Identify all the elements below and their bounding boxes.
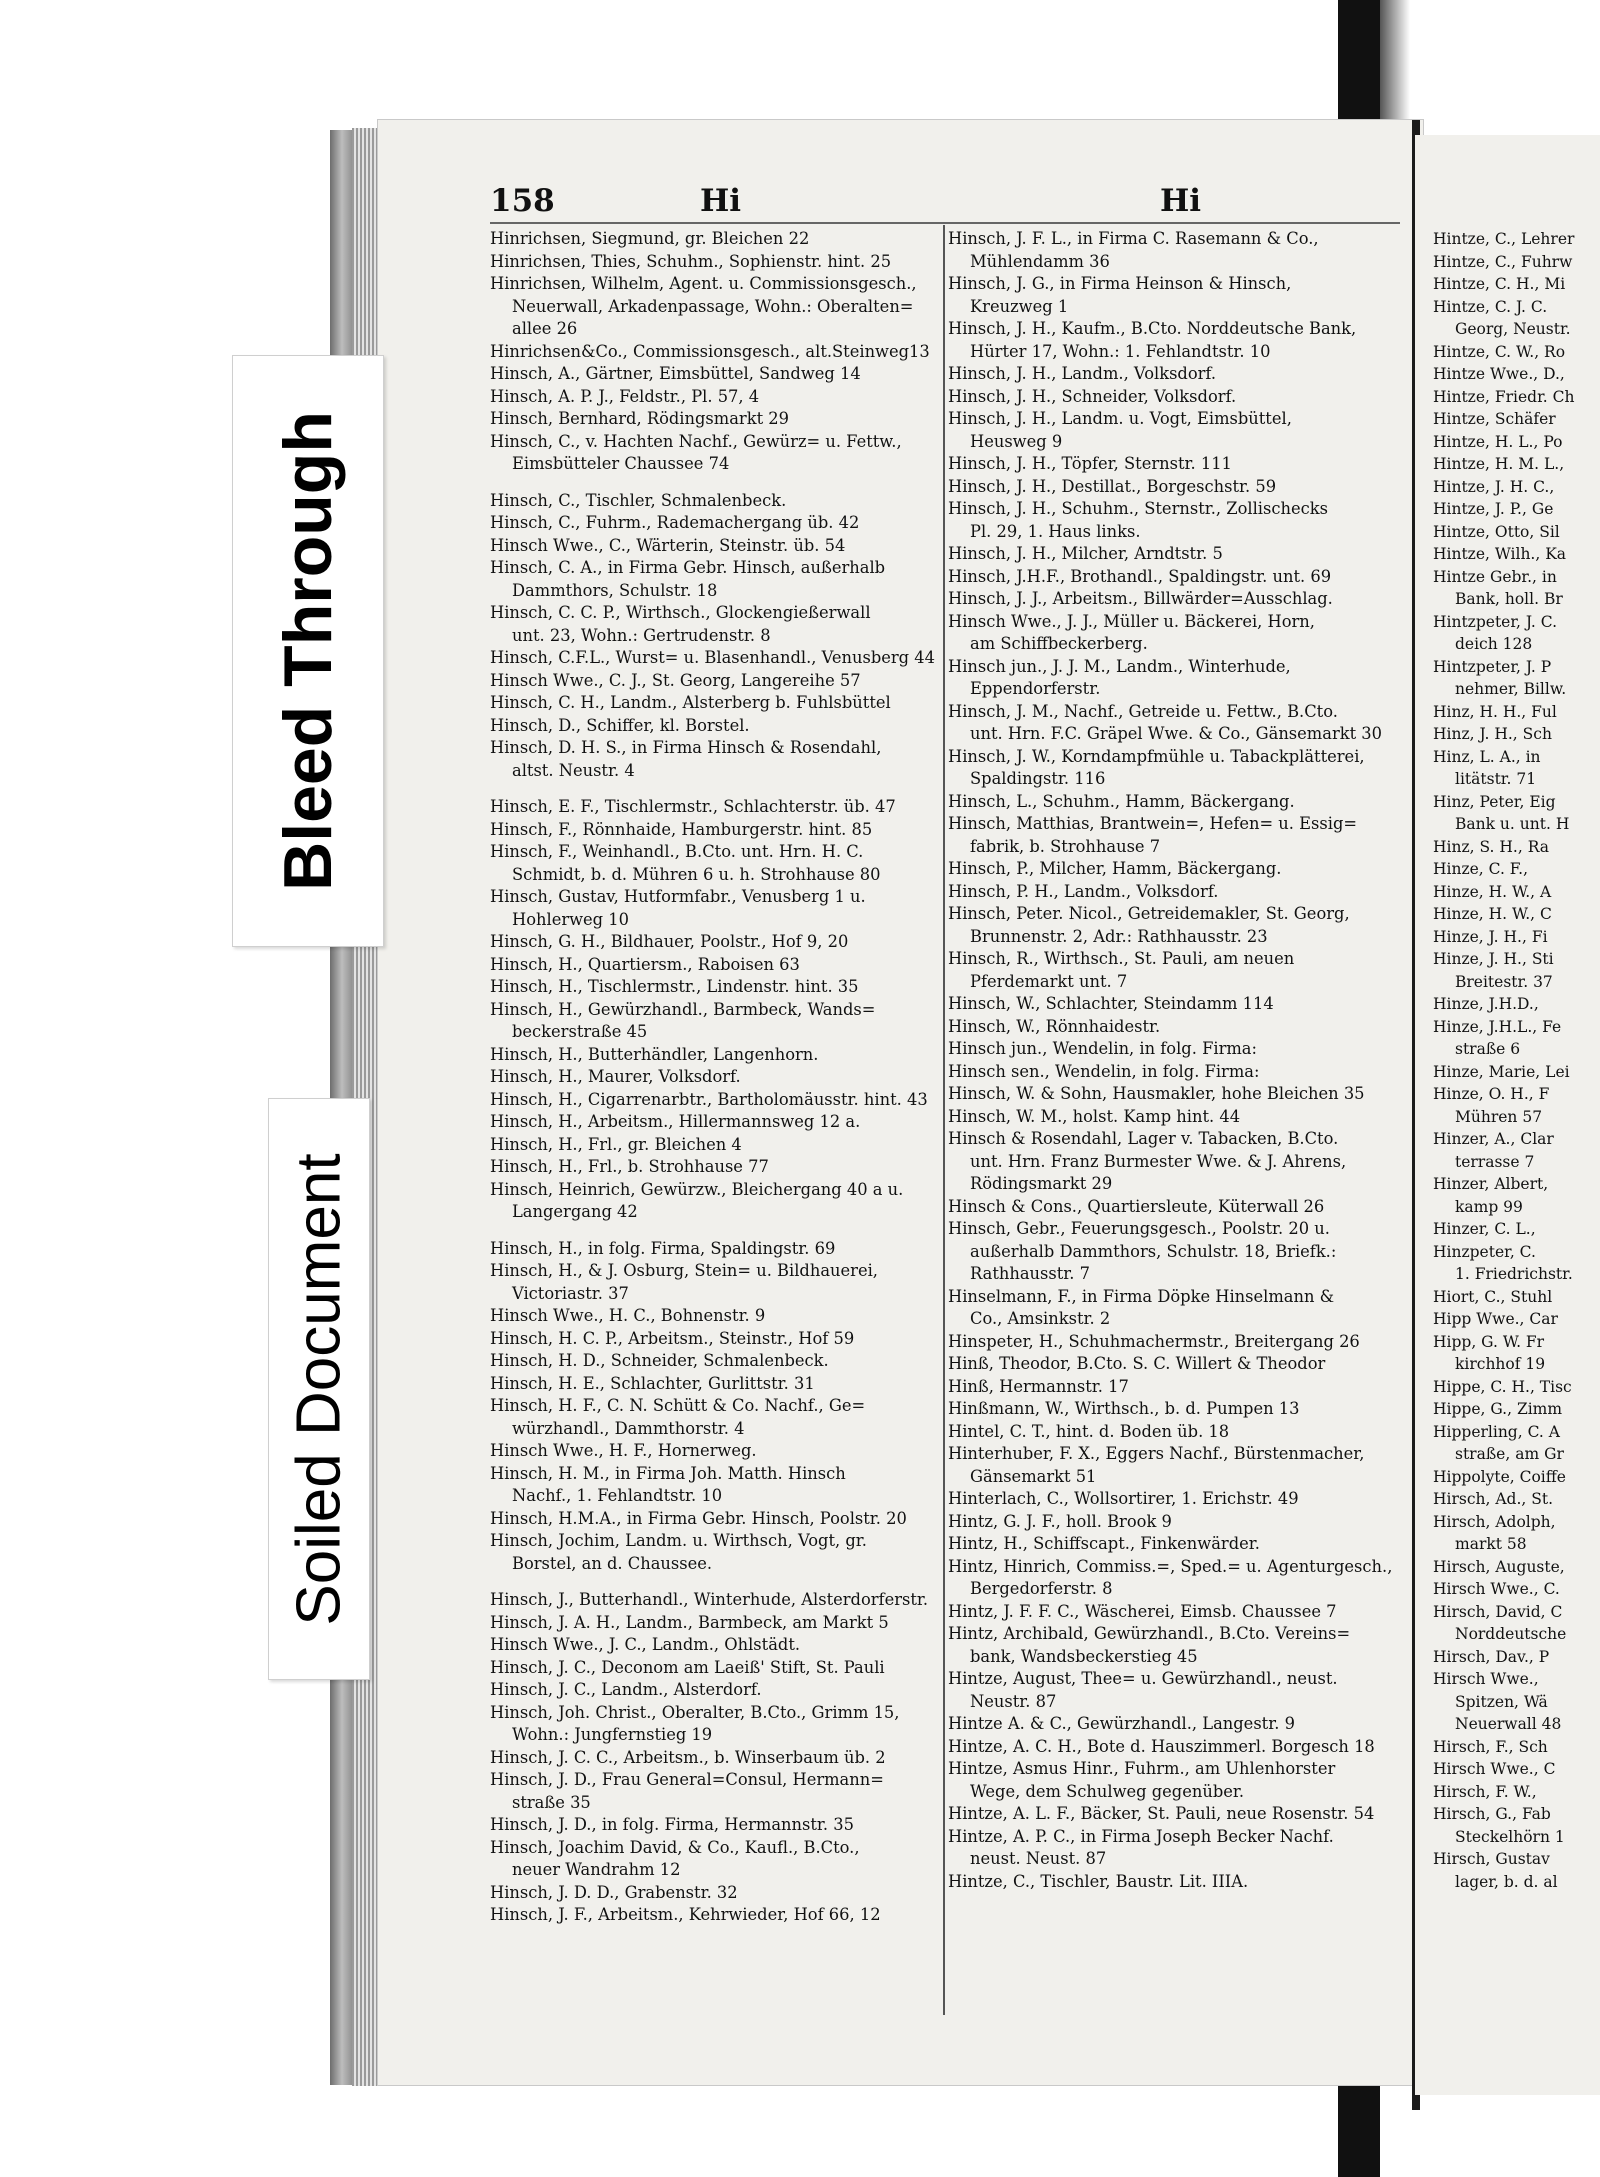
directory-line: Hinsch, W., Rönnhaidestr.: [948, 1016, 1161, 1036]
directory-line: deich 128: [1455, 635, 1533, 653]
directory-line: Hinze, J.H.L., Fe: [1433, 1017, 1562, 1036]
directory-line: Gänsemarkt 51: [970, 1466, 1097, 1486]
directory-line: Hinsch, J. H., Landm., Volksdorf.: [948, 364, 1217, 383]
directory-line: Steckelhörn 1: [1455, 1827, 1565, 1846]
directory-line: Hirsch, Gustav: [1433, 1850, 1550, 1868]
directory-line: Hinsch, J. H., Landm. u. Vogt, Eimsbüttel,: [948, 409, 1292, 428]
directory-line: Hinz, J. H., Sch: [1433, 725, 1552, 743]
directory-line: Hippe, C. H., Tisc: [1433, 1377, 1572, 1396]
directory-line: Hinsch, Gustav, Hutformfabr., Venusberg 1 u.: [490, 887, 866, 906]
directory-line: Hinz, H. H., Ful: [1433, 702, 1557, 721]
directory-line: Hinsch & Rosendahl, Lager v. Tabacken, B.Cto.: [948, 1129, 1339, 1148]
directory-line: Hohlerweg 10: [512, 909, 629, 929]
directory-line: Hinsch, H. F., C. N. Schütt & Co. Nachf., Ge=: [490, 1396, 866, 1415]
directory-line: Hinrichsen, Wilhelm, Agent. u. Commissionsgesch.,: [490, 274, 917, 293]
directory-line: Hinsch, R., Wirthsch., St. Pauli, am neuen: [948, 949, 1295, 968]
directory-line: Hinsch, H. C. P., Arbeitsm., Steinstr., Hof 59: [490, 1328, 855, 1348]
directory-line: Hintze, Schäfer: [1433, 410, 1556, 428]
directory-line: Hintze, H. L., Po: [1433, 432, 1563, 451]
directory-line: Hinsch, H. M., in Firma Joh. Matth. Hinsch: [490, 1463, 846, 1483]
directory-line: Pl. 29, 1. Haus links.: [970, 521, 1141, 541]
directory-line: Hinsch, C. C. P., Wirthsch., Glockengießerwall: [490, 603, 871, 622]
directory-line: terrasse 7: [1455, 1152, 1535, 1171]
directory-line: Hintel, C. T., hint. d. Boden üb. 18: [948, 1421, 1230, 1441]
directory-line: Hürter 17, Wohn.: 1. Fehlandtstr. 10: [970, 341, 1271, 361]
directory-line: Hinze, Marie, Lei: [1433, 1062, 1570, 1081]
directory-line: Hinß, Theodor, B.Cto. S. C. Willert & Theodor: [948, 1354, 1326, 1373]
directory-line: Hintze, J. P., Ge: [1433, 500, 1554, 518]
directory-line: Victoriastr. 37: [512, 1283, 629, 1303]
directory-line: Hinsch, P., Milcher, Hamm, Bäckergang.: [948, 859, 1282, 878]
directory-line: Hinsch, L., Schuhm., Hamm, Bäckergang.: [948, 791, 1295, 811]
directory-line: Hinsch, C., v. Hachten Nachf., Gewürz= u. Fettw.,: [490, 431, 902, 451]
directory-line: Hintzpeter, J. C.: [1433, 612, 1558, 631]
directory-line: Hirsch, Auguste,: [1433, 1557, 1565, 1576]
directory-line: Hintze, C. J. C.: [1433, 297, 1548, 316]
directory-line: Hintzpeter, J. P: [1433, 657, 1552, 676]
directory-line: Eppendorferstr.: [970, 679, 1101, 698]
directory-line: Hinsch, H. E., Schlachter, Gurlittstr. 31: [490, 1373, 815, 1393]
directory-line: Hinzpeter, C.: [1433, 1242, 1536, 1261]
directory-line: Hinsch, H., Maurer, Volksdorf.: [490, 1067, 741, 1086]
directory-line: Wege, dem Schulweg gegenüber.: [970, 1781, 1245, 1801]
directory-line: Mühren 57: [1455, 1107, 1543, 1126]
directory-line: unt. Hrn. Franz Burmester Wwe. & J. Ahrens,: [970, 1151, 1347, 1171]
directory-line: Hinspeter, H., Schuhmachermstr., Breitergang 26: [948, 1331, 1360, 1351]
directory-line: Hintz, G. J. F., holl. Brook 9: [948, 1511, 1172, 1531]
directory-line: Hinz, S. H., Ra: [1433, 837, 1549, 856]
directory-line: Hinze, O. H., F: [1433, 1085, 1550, 1103]
directory-line: Hinsch Wwe., C., Wärterin, Steinstr. üb. 54: [490, 535, 846, 555]
directory-line: Hinsch, J. J., Arbeitsm., Billwärder=Ausschlag.: [948, 589, 1333, 608]
directory-line: Breitestr. 37: [1455, 972, 1553, 991]
directory-line: Mühlendamm 36: [970, 251, 1110, 271]
directory-line: Hinsch, C., Tischler, Schmalenbeck.: [490, 490, 787, 510]
directory-line: Hintze, August, Thee= u. Gewürzhandl., neust.: [948, 1669, 1338, 1688]
directory-line: Hintze, A. P. C., in Firma Joseph Becker Nachf.: [948, 1826, 1334, 1846]
directory-line: Wohn.: Jungfernstieg 19: [512, 1725, 713, 1744]
directory-line: Hinzer, C. L.,: [1433, 1220, 1536, 1238]
directory-line: Hintze, Friedr. Ch: [1433, 387, 1575, 406]
directory-line: neuer Wandrahm 12: [512, 1860, 681, 1879]
directory-line: allee 26: [512, 319, 578, 338]
directory-line: Hinsch, J. H., Milcher, Arndtstr. 5: [948, 544, 1223, 563]
directory-line: Hinzer, Albert,: [1433, 1175, 1549, 1193]
directory-line: Hinsch, W., Schlachter, Steindamm 114: [948, 994, 1274, 1013]
directory-line: Spaldingstr. 116: [970, 769, 1106, 788]
directory-line: Hintze, A. C. H., Bote d. Hauszimmerl. Borgesch 18: [948, 1736, 1375, 1756]
directory-line: Nachf., 1. Fehlandtstr. 10: [512, 1486, 723, 1505]
directory-line: Hinze, H. W., A: [1433, 882, 1552, 901]
directory-line: Hintze A. & C., Gewürzhandl., Langestr. 9: [948, 1714, 1295, 1733]
directory-line: Hinrichsen, Siegmund, gr. Bleichen 22: [490, 229, 810, 248]
directory-line: Bergedorferstr. 8: [970, 1579, 1113, 1598]
directory-line: Neuerwall, Arkadenpassage, Wohn.: Oberalten=: [512, 296, 914, 316]
directory-line: Hinze, C. F.,: [1433, 860, 1529, 878]
directory-line: Hinsch, D., Schiffer, kl. Borstel.: [490, 715, 750, 735]
directory-line: Hinsch, H., in folg. Firma, Spaldingstr. 69: [490, 1238, 836, 1258]
directory-column-middle: [948, 228, 1408, 1893]
directory-line: Hinsch, Gebr., Feuerungsgesch., Poolstr. 20 u.: [948, 1219, 1330, 1238]
directory-line: Hinsch, H., Cigarrenarbtr., Bartholomäusstr. hint. 43: [490, 1089, 928, 1109]
directory-line: Dammthors, Schulstr. 18: [512, 580, 718, 600]
directory-line: Hinsch Wwe., C. J., St. Georg, Langereihe 57: [490, 670, 861, 690]
directory-line: Hintze, Asmus Hinr., Fuhrm., am Uhlenhorster: [948, 1759, 1336, 1778]
directory-line: Hirsch Wwe., C: [1433, 1760, 1556, 1778]
directory-line: am Schiffbeckerberg.: [970, 634, 1148, 653]
page-number: 158: [490, 183, 555, 219]
directory-line: Hinz, L. A., in: [1433, 747, 1541, 766]
directory-line: Borstel, an d. Chaussee.: [512, 1553, 713, 1573]
directory-line: Schmidt, b. d. Mühren 6 u. h. Strohhause 80: [512, 864, 881, 884]
directory-line: Hinsch, Peter. Nicol., Getreidemakler, St. Georg,: [948, 904, 1350, 923]
directory-line: Hinsch, J. G., in Firma Heinson & Hinsch,: [948, 274, 1292, 293]
directory-line: Co., Amsinkstr. 2: [970, 1309, 1111, 1328]
directory-line: Bank u. unt. H: [1455, 815, 1570, 833]
directory-line: Hinsch, D. H. S., in Firma Hinsch & Rosendahl,: [490, 738, 882, 757]
directory-line: Hinsch, J. C., Deconom am Laeiß' Stift, St. Pauli: [490, 1657, 885, 1677]
directory-line: Neuerwall 48: [1455, 1715, 1562, 1733]
directory-line: Bank, holl. Br: [1455, 590, 1563, 608]
directory-line: Georg, Neustr.: [1455, 320, 1571, 338]
directory-line: Hinrichsen, Thies, Schuhm., Sophienstr. hint. 25: [490, 251, 892, 271]
directory-line: Hinsch, Joh. Christ., Oberalter, B.Cto., Grimm 15,: [490, 1702, 900, 1722]
directory-line: Hinsch, J. D. D., Grabenstr. 32: [490, 1882, 738, 1902]
directory-line: Hintze, C., Fuhrw: [1433, 252, 1573, 271]
directory-line: Hinsch, J. H., Töpfer, Sternstr. 111: [948, 454, 1232, 473]
directory-line: Hintze, Otto, Sil: [1433, 522, 1560, 541]
directory-line: Hinsch, A., Gärtner, Eimsbüttel, Sandweg 14: [490, 364, 861, 383]
directory-line: Pferdemarkt unt. 7: [970, 971, 1128, 991]
directory-line: Hinsch, J.H.F., Brothandl., Spaldingstr. unt. 69: [948, 566, 1332, 586]
directory-line: Neustr. 87: [970, 1691, 1057, 1711]
directory-line: Hintze, C. H., Mi: [1433, 275, 1566, 293]
directory-line: Rödingsmarkt 29: [970, 1174, 1113, 1193]
directory-line: Hirsch, David, C: [1433, 1602, 1563, 1621]
bleed-through-label: [232, 355, 384, 947]
scan-binding-bar-top: [1338, 0, 1380, 140]
directory-line: Hinsch, H. D., Schneider, Schmalenbeck.: [490, 1351, 829, 1370]
directory-line: Hinsch, W. M., holst. Kamp hint. 44: [948, 1106, 1241, 1126]
directory-line: Hinsch, H., Frl., gr. Bleichen 4: [490, 1134, 742, 1154]
directory-line: 1. Friedrichstr.: [1455, 1265, 1573, 1283]
directory-line: Hinsch, Matthias, Brantwein=, Hefen= u. Essig=: [948, 814, 1358, 833]
directory-line: Norddeutsche: [1455, 1625, 1567, 1643]
directory-line: Hintz, Hinrich, Commiss.=, Sped.= u. Agenturgesch.,: [948, 1556, 1393, 1576]
directory-line: Hintze Gebr., in: [1433, 567, 1557, 586]
directory-line: Hipp Wwe., Car: [1433, 1310, 1558, 1328]
directory-line: Hintze, H. M. L.,: [1433, 455, 1565, 473]
directory-line: Hintze, A. L. F., Bäcker, St. Pauli, neue Rosenstr. 54: [948, 1804, 1375, 1823]
directory-line: Eimsbütteler Chaussee 74: [512, 454, 730, 473]
directory-line: Hinsch, J. H., Kaufm., B.Cto. Norddeutsche Bank,: [948, 319, 1357, 338]
directory-column-left: [490, 228, 940, 1927]
directory-line: Langergang 42: [512, 1202, 638, 1221]
directory-line: Hintze Wwe., D.,: [1433, 365, 1565, 383]
directory-line: Hinze, H. W., C: [1433, 905, 1552, 923]
directory-line: kamp 99: [1455, 1197, 1523, 1216]
directory-line: litätstr. 71: [1455, 770, 1537, 788]
directory-line: Hinsch, Jochim, Landm. u. Wirthsch, Vogt, gr.: [490, 1531, 867, 1550]
directory-line: fabrik, b. Strohhause 7: [970, 836, 1161, 856]
directory-line: Hinß, Hermannstr. 17: [948, 1376, 1129, 1396]
directory-line: beckerstraße 45: [512, 1022, 648, 1041]
directory-line: Hinsch, C., Fuhrm., Rademachergang üb. 42: [490, 513, 860, 532]
directory-line: Heusweg 9: [970, 431, 1063, 451]
directory-line: Hinzer, A., Clar: [1433, 1130, 1554, 1148]
directory-column-right-cropped: [1433, 228, 1600, 1893]
directory-line: Hipp, G. W. Fr: [1433, 1332, 1545, 1351]
directory-line: bank, Wandsbeckerstieg 45: [970, 1646, 1198, 1666]
directory-line: Hinsch Wwe., H. C., Bohnenstr. 9: [490, 1306, 766, 1325]
directory-line: Hintze, C. W., Ro: [1433, 342, 1566, 361]
directory-line: Hintz, J. F. F. C., Wäscherei, Eimsb. Chaussee 7: [948, 1601, 1337, 1621]
directory-line: Hinsch, G. H., Bildhauer, Poolstr., Hof 9, 20: [490, 932, 849, 951]
directory-line: Hinsch, J. H., Destillat., Borgeschstr. 59: [948, 476, 1277, 496]
directory-line: Hinsch, J. H., Schuhm., Sternstr., Zollischecks: [948, 499, 1328, 518]
directory-line: Hinsch, C. A., in Firma Gebr. Hinsch, außerhalb: [490, 558, 886, 577]
directory-line: Hinsch, Bernhard, Rödingsmarkt 29: [490, 409, 790, 428]
directory-line: Hirsch, Adolph,: [1433, 1512, 1556, 1531]
directory-line: Hinsch, H., Gewürzhandl., Barmbeck, Wands=: [490, 999, 876, 1019]
directory-line: Hinsch, J. D., in folg. Firma, Hermannstr. 35: [490, 1815, 854, 1834]
directory-line: Hinsch, J. F. L., in Firma C. Rasemann & Co.,: [948, 229, 1319, 248]
header-rule: [490, 222, 1400, 224]
directory-line: straße 6: [1455, 1040, 1521, 1058]
directory-line: würzhandl., Dammthorstr. 4: [512, 1418, 745, 1438]
soiled-document-text: Soiled Document: [284, 1152, 354, 1626]
directory-line: Hirsch, F., Sch: [1433, 1737, 1548, 1756]
directory-line: Hinsch jun., J. J. M., Landm., Winterhude,: [948, 656, 1291, 676]
directory-line: Hinsch, J. M., Nachf., Getreide u. Fettw., B.Cto.: [948, 701, 1338, 721]
directory-line: Hinsch, J. D., Frau General=Consul, Hermann=: [490, 1770, 884, 1789]
directory-line: nehmer, Billw.: [1455, 680, 1567, 698]
directory-line: Hinsch, J. F., Arbeitsm., Kehrwieder, Hof 66, 12: [490, 1905, 881, 1924]
directory-line: unt. Hrn. F.C. Gräpel Wwe. & Co., Gänsemarkt 30: [970, 724, 1383, 743]
directory-line: Hintz, Archibald, Gewürzhandl., B.Cto. Vereins=: [948, 1624, 1351, 1643]
directory-line: Hinz, Peter, Eig: [1433, 792, 1556, 811]
directory-line: altst. Neustr. 4: [512, 760, 635, 780]
directory-line: markt 58: [1455, 1535, 1527, 1553]
directory-line: Hintze, J. H. C.,: [1433, 477, 1555, 496]
column-divider: [943, 225, 945, 2015]
directory-line: Hinsch, C. H., Landm., Alsterberg b. Fuhlsbüttel: [490, 693, 891, 712]
directory-line: Hinterlach, C., Wollsortirer, 1. Erichstr. 49: [948, 1489, 1299, 1508]
soiled-document-label: [268, 1098, 370, 1680]
directory-line: Hinsch, H., Arbeitsm., Hillermannsweg 12 a.: [490, 1112, 861, 1131]
directory-line: Hinsch, F., Weinhandl., B.Cto. unt. Hrn. H. C.: [490, 842, 864, 861]
directory-line: kirchhof 19: [1455, 1355, 1546, 1373]
directory-line: Hinßmann, W., Wirthsch., b. d. Pumpen 13: [948, 1399, 1300, 1418]
directory-line: Hinze, J. H., Sti: [1433, 950, 1554, 968]
directory-line: Hinsch, H., Quartiersm., Raboisen 63: [490, 954, 800, 974]
directory-line: Hintz, H., Schiffscapt., Finkenwärder.: [948, 1534, 1260, 1553]
bleed-through-text: Bleed Through: [270, 411, 347, 891]
directory-line: Hinsch, F., Rönnhaide, Hamburgerstr. hint. 85: [490, 819, 873, 839]
directory-line: Hinsch, H., Frl., b. Strohhause 77: [490, 1157, 769, 1176]
directory-line: Hinze, J. H., Fi: [1433, 927, 1548, 946]
directory-line: Hinsch Wwe., J. J., Müller u. Bäckerei, Horn,: [948, 611, 1315, 631]
directory-line: straße 35: [512, 1792, 591, 1812]
directory-line: Hinselmann, F., in Firma Döpke Hinselmann &: [948, 1286, 1335, 1306]
directory-line: Hinsch, H., Butterhändler, Langenhorn.: [490, 1044, 819, 1064]
directory-line: Hiort, C., Stuhl: [1433, 1287, 1553, 1306]
directory-line: außerhalb Dammthors, Schulstr. 18, Briefk.:: [970, 1241, 1337, 1261]
directory-line: Hinsch jun., Wendelin, in folg. Firma:: [948, 1039, 1258, 1058]
directory-line: Hirsch, G., Fab: [1433, 1805, 1551, 1823]
directory-line: Hinsch, Joachim David, & Co., Kaufl., B.Cto.,: [490, 1837, 860, 1857]
directory-line: neust. Neust. 87: [970, 1849, 1107, 1868]
running-head-right: Hi: [1160, 183, 1202, 219]
directory-line: Hirsch Wwe., C.: [1433, 1580, 1560, 1598]
directory-line: Hirsch, Dav., P: [1433, 1647, 1550, 1666]
directory-line: Hinsch, J. C., Landm., Alsterdorf.: [490, 1680, 762, 1699]
directory-line: Hinze, J.H.D.,: [1433, 995, 1539, 1013]
directory-line: Hinsch, Heinrich, Gewürzw., Bleichergang 40 a u.: [490, 1179, 904, 1199]
directory-line: Spitzen, Wä: [1455, 1692, 1548, 1711]
directory-line: lager, b. d. al: [1455, 1872, 1558, 1891]
directory-line: Hinsch Wwe., J. C., Landm., Ohlstädt.: [490, 1635, 801, 1654]
running-head-left: Hi: [700, 183, 742, 219]
directory-line: Hirsch, F. W.,: [1433, 1782, 1537, 1801]
directory-line: straße, am Gr: [1455, 1445, 1564, 1463]
directory-line: Hinsch, P. H., Landm., Volksdorf.: [948, 881, 1219, 901]
directory-line: Hinterhuber, F. X., Eggers Nachf., Bürstenmacher,: [948, 1444, 1365, 1463]
directory-line: Hinsch, J. A. H., Landm., Barmbeck, am Markt 5: [490, 1612, 889, 1632]
directory-line: Hinsch, E. F., Tischlermstr., Schlachterstr. üb. 47: [490, 797, 896, 816]
directory-line: Hinsch, C.F.L., Wurst= u. Blasenhandl., Venusberg 44: [490, 648, 935, 667]
directory-line: Hipperling, C. A: [1433, 1422, 1560, 1441]
scan-shadow-top: [1380, 0, 1410, 130]
directory-line: Rathhausstr. 7: [970, 1264, 1091, 1283]
directory-line: Hintze, Wilh., Ka: [1433, 545, 1567, 563]
directory-line: Hinsch, H.M.A., in Firma Gebr. Hinsch, Poolstr. 20: [490, 1508, 907, 1528]
directory-line: Hintze, C., Tischler, Baustr. Lit. IIIA.: [948, 1871, 1249, 1891]
directory-line: Hinsch & Cons., Quartiersleute, Küterwall 26: [948, 1196, 1325, 1216]
directory-line: Hintze, C., Lehrer: [1433, 230, 1575, 248]
directory-line: Hippolyte, Coiffe: [1433, 1467, 1566, 1486]
directory-line: Hinsch, J., Butterhandl., Winterhude, Alsterdorferstr.: [490, 1590, 929, 1609]
directory-line: Hinsch, J. W., Korndampfmühle u. Tabackplätterei,: [948, 746, 1365, 766]
directory-line: Brunnenstr. 2, Adr.: Rathhausstr. 23: [970, 926, 1268, 946]
directory-line: Hinsch, J. H., Schneider, Volksdorf.: [948, 386, 1237, 406]
directory-line: unt. 23, Wohn.: Gertrudenstr. 8: [512, 625, 771, 645]
directory-line: Hinsch, H., & J. Osburg, Stein= u. Bildhauerei,: [490, 1261, 878, 1280]
directory-line: Hinsch, H., Tischlermstr., Lindenstr. hint. 35: [490, 977, 859, 996]
directory-line: Hinsch, A. P. J., Feldstr., Pl. 57, 4: [490, 386, 760, 406]
directory-line: Kreuzweg 1: [970, 296, 1069, 316]
directory-line: Hinsch sen., Wendelin, in folg. Firma:: [948, 1061, 1260, 1081]
directory-line: Hirsch Wwe.,: [1433, 1670, 1539, 1688]
directory-line: Hippe, G., Zimm: [1433, 1400, 1563, 1418]
directory-line: Hirsch, Ad., St.: [1433, 1490, 1554, 1508]
directory-line: Hinrichsen&Co., Commissionsgesch., alt.Steinweg13: [490, 341, 930, 361]
directory-line: Hinsch Wwe., H. F., Hornerweg.: [490, 1441, 757, 1460]
directory-line: Hinsch, W. & Sohn, Hausmakler, hohe Bleichen 35: [948, 1084, 1365, 1103]
directory-line: Hinsch, J. C. C., Arbeitsm., b. Winserbaum üb. 2: [490, 1747, 886, 1767]
